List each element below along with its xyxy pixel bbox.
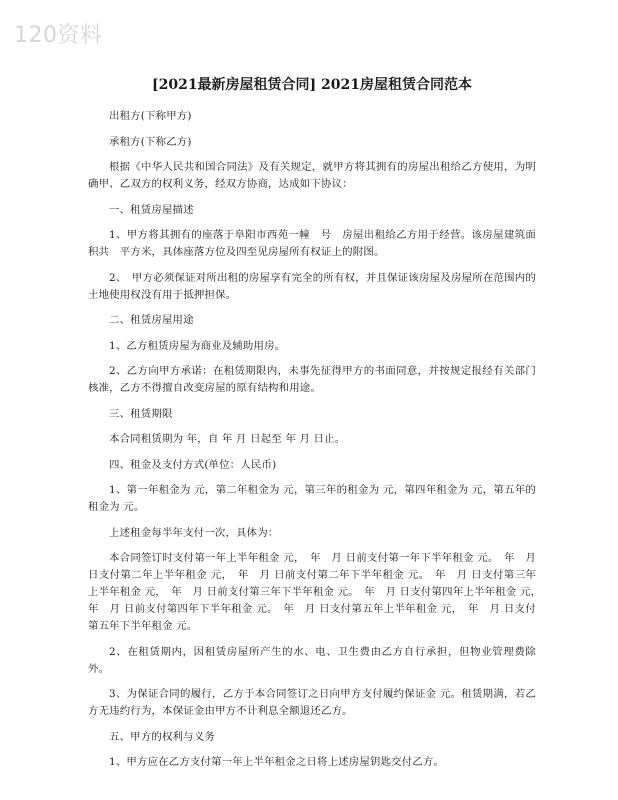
document-title: [2021最新房屋租赁合同] 2021房屋租赁合同范本 <box>151 77 473 93</box>
section-heading-4: 四、租金及支付方式(单位：人民币) <box>109 458 277 471</box>
watermark-logo: 120资料 <box>14 23 103 48</box>
paragraph-2-2: 2、乙方向甲方承诺：在租赁期限内，未事先征得甲方的书面同意，并按规定报经有关部门核准，乙方不得擅自改变房屋的原有结构和用途。 <box>88 365 536 394</box>
paragraph-4-1: 1、第一年租金为 元，第二年租金为 元，第三年的租金为 元，第四年租金为 元，第五年的租金为 元。 <box>88 484 536 513</box>
paragraph-4-3: 3、为保证合同的履行，乙方于本合同签订之日向甲方支付履约保证金 元。租赁期满，若乙方无违约行为，本保证金由甲方不计利息全额退还乙方。 <box>88 688 536 717</box>
section-heading-1: 一、租赁房屋描述 <box>109 203 194 216</box>
paragraph-4-2: 2、在租赁期内，因租赁房屋所产生的水、电、卫生费由乙方自行承担，但物业管理费除外。 <box>88 645 536 675</box>
paragraph-2-1: 1、乙方租赁房屋为商业及辅助用房。 <box>109 339 286 352</box>
section-heading-5: 五、甲方的权利与义务 <box>109 730 215 743</box>
paragraph-3-1: 本合同租赁期为 年，自 年 月 日起至 年 月 日止。 <box>109 433 346 445</box>
paragraph-lessor: 出租方(下称甲方) <box>109 110 192 122</box>
paragraph-5-1: 1、甲方应在乙方支付第一年上半年租金之日将上述房屋钥匙交付乙方。 <box>109 756 445 768</box>
paragraph-1-1: 1、甲方将其拥有的座落于阜阳市西苑一幢 号 房屋出租给乙方用于经营。该房屋建筑面积共 平方米，具体座落方位及四至见房屋所有权证上的附图。 <box>88 229 536 258</box>
paragraph-1-2: 2、 甲方必须保证对所出租的房屋享有完全的所有权，并且保证该房屋及房屋所在范围内的土地使用权没有用于抵押担保。 <box>88 271 536 301</box>
document-page <box>88 74 547 780</box>
paragraph-preamble: 根据《中华人民共和国合同法》及有关规定，就甲方将其拥有的房屋出租给乙方使用，为明确甲、乙双方的权利义务，经双方协商，达成如下协议： <box>88 161 536 190</box>
section-heading-2: 二、租赁房屋用途 <box>109 314 194 326</box>
paragraph-lessee: 承租方(下称乙方) <box>109 135 192 148</box>
paragraph-4-schedule-intro: 上述租金每半年支付一次，具体为： <box>109 526 279 539</box>
section-heading-3: 三、租赁期限 <box>109 407 173 420</box>
paragraph-4-schedule: 本合同签订时支付第一年上半年租金 元， 年 月 日前支付第一年下半年租金 元。 年 月 日支付第二年上半年租金 元， 年 月 日前支付第二年下半年租金 元。 年 月 日支付第三年上半年租金 元， 年 月 日前支付第三年下半年租金 元。 年 月 日支付第四年上半年租金 元， 年 月 日前支付第四年下半年租金 元。 年 月 日支付第五年上半年租金 元， 年 月 日支付第五年下半年租金 元。 <box>88 552 547 632</box>
